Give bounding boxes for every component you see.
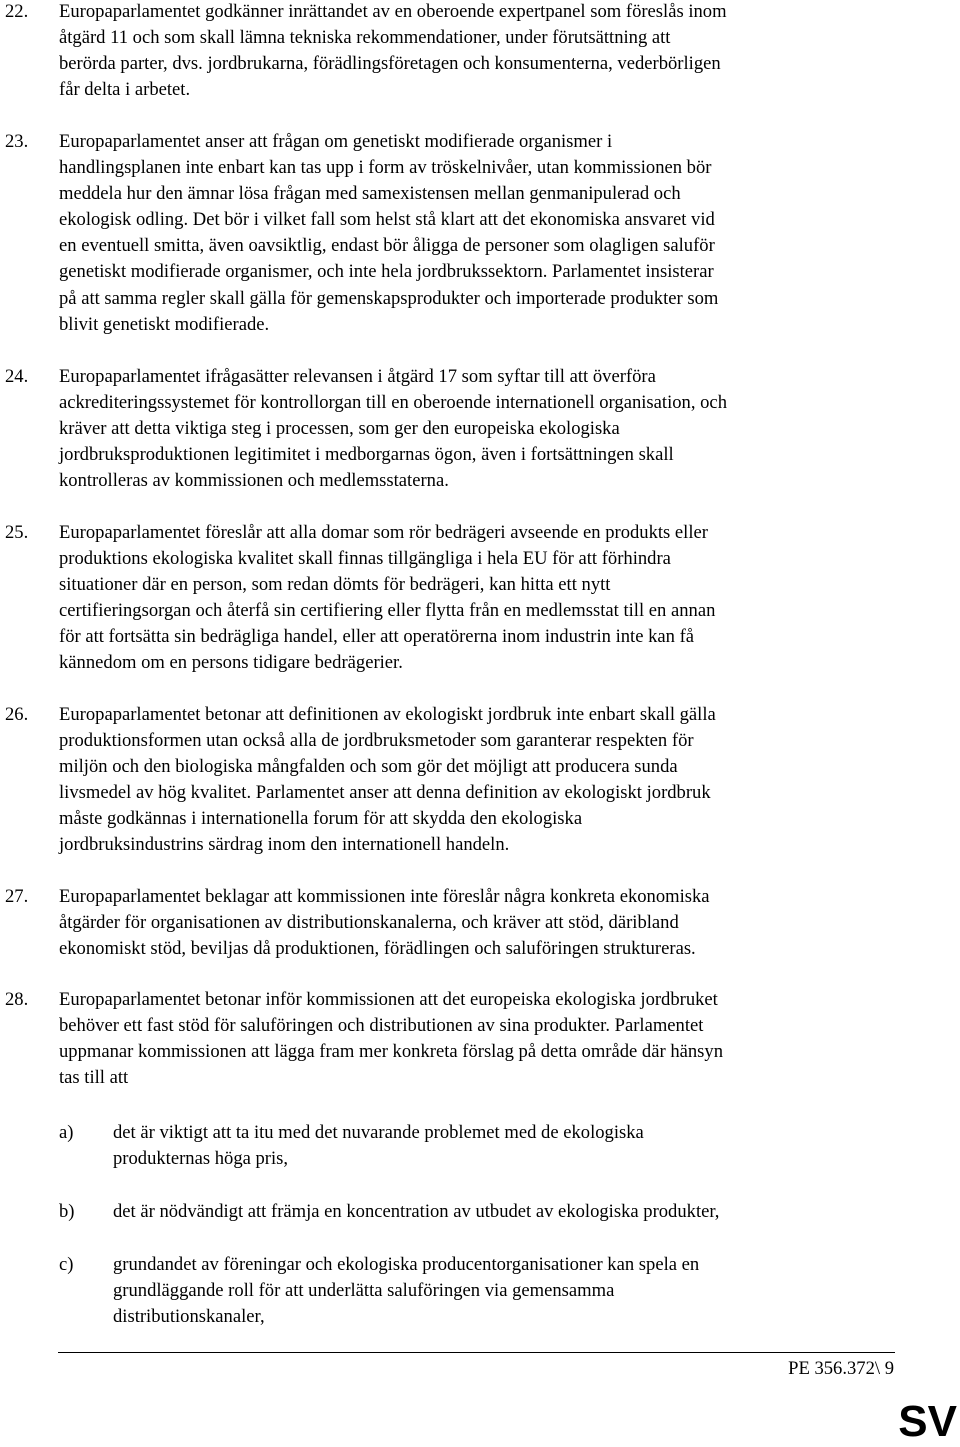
paragraph-22	[0, 0, 905, 103]
text-line: Europaparlamentet godkänner inrättandet av en oberoende expertpanel som föreslås inom	[59, 1, 727, 22]
text-line: situationer där en person, som redan dömts för bedrägeri, kan hitta ett nytt	[59, 574, 611, 596]
paragraph-number: 27.	[5, 886, 29, 907]
subitem-text	[113, 1199, 905, 1225]
text-line: det är nödvändigt att främja en koncentration av utbudet av ekologiska produkter,	[113, 1201, 720, 1222]
paragraph-text	[59, 129, 905, 338]
text-line: miljön och den biologiska mångfalden och som gör det möjligt att producera sunda	[59, 756, 678, 778]
paragraph-25	[0, 520, 905, 677]
paragraph-26	[0, 702, 905, 859]
paragraph-27	[0, 884, 905, 962]
subitem-text	[113, 1252, 905, 1330]
paragraph-number: 26.	[5, 704, 29, 725]
paragraph-text	[59, 702, 905, 859]
text-line: Europaparlamentet anser att frågan om genetiskt modifierade organismer i	[59, 131, 613, 152]
subitem-b	[0, 1199, 905, 1225]
text-line: jordbruksindustrins särdrag inom den internationell handeln.	[59, 834, 510, 856]
text-line: ackrediteringssystemet för kontrollorgan till en oberoende internationell organisation, och	[59, 392, 727, 414]
text-line: åtgärd 11 och som skall lämna tekniska rekommendationer, under förutsättning att	[59, 27, 671, 49]
subitem-letter: c)	[59, 1254, 74, 1275]
subitem-letter: b)	[59, 1201, 75, 1222]
subitem-text	[113, 1120, 905, 1172]
text-line: distributionskanaler,	[113, 1306, 265, 1328]
paragraph-text	[59, 520, 905, 677]
text-line: för att fortsätta sin bedrägliga handel, eller att operatörerna inom industrin inte kan få	[59, 626, 695, 648]
paragraph-28	[0, 987, 905, 1091]
text-line: kännedom om en persons tidigare bedrägerier.	[59, 652, 403, 674]
text-line: meddela hur den ämnar lösa frågan med samexistensen mellan genmanipulerad och	[59, 183, 681, 205]
text-line: Europaparlamentet betonar att definitionen av ekologiskt jordbruk inte enbart skall gälla	[59, 704, 716, 725]
text-line: produktionsformen utan också alla de jordbruksmetoder som garanterar respekten för	[59, 730, 694, 752]
text-line: får delta i arbetet.	[59, 79, 191, 101]
text-line: produktions ekologiska kvalitet skall finnas tillgängliga i hela EU för att förhindra	[59, 548, 671, 570]
paragraph-number: 25.	[5, 522, 29, 543]
text-line: tas till att	[59, 1067, 129, 1089]
text-line: på att samma regler skall gälla för gemenskapsprodukter och importerade produkter som	[59, 287, 719, 309]
text-line: grundandet av föreningar och ekologiska producentorganisationer kan spela en	[113, 1254, 700, 1275]
text-line: uppmanar kommissionen att lägga fram mer konkreta förslag på detta område där hänsyn	[59, 1041, 723, 1063]
text-line: grundläggande roll för att underlätta saluföringen via gemensamma	[113, 1280, 615, 1302]
paragraph-number: 22.	[5, 1, 29, 22]
text-line: kräver att detta viktiga steg i processen, som ger den europeiska ekologiska	[59, 418, 620, 440]
paragraph-text	[59, 987, 905, 1091]
text-line: jordbruksproduktionen legitimitet i medborgarnas ögon, även i fortsättningen skall	[59, 444, 674, 466]
text-line: åtgärder för organisationen av distributionskanalerna, och kräver att stöd, däribland	[59, 912, 679, 934]
text-line: livsmedel av hög kvalitet. Parlamentet anser att denna definition av ekologiskt jordbruk	[59, 782, 711, 804]
text-line: Europaparlamentet betonar inför kommissionen att det europeiska ekologiska jordbruket	[59, 989, 718, 1010]
subitem-letter: a)	[59, 1122, 74, 1143]
paragraph-text	[59, 364, 905, 494]
subitem-c	[0, 1252, 905, 1330]
subitem-a	[0, 1120, 905, 1172]
paragraph-23	[0, 129, 905, 338]
text-line: ekonomiskt stöd, beviljas då produktionen, förädlingen och saluföringen struktureras.	[59, 938, 696, 960]
paragraph-24	[0, 364, 905, 494]
text-line: ekologisk odling. Det bör i vilket fall som helst stå klart att det ekonomiska ansvaret vid	[59, 209, 715, 231]
text-line: certifieringsorgan och återfå sin certifiering eller flytta från en medlemsstat till en annan	[59, 600, 716, 622]
paragraph-number: 24.	[5, 366, 29, 387]
text-line: kontrolleras av kommissionen och medlemsstaterna.	[59, 470, 449, 492]
paragraph-number: 28.	[5, 989, 29, 1010]
text-line: det är viktigt att ta itu med det nuvarande problemet med de ekologiska	[113, 1122, 644, 1143]
text-line: handlingsplanen inte enbart kan tas upp i form av tröskelnivåer, utan kommissionen bör	[59, 157, 712, 179]
text-line: Europaparlamentet ifrågasätter relevansen i åtgärd 17 som syftar till att överföra	[59, 366, 656, 387]
text-line: en eventuell smitta, även oavsiktlig, endast bör åligga de personer som olagligen saluför	[59, 235, 715, 257]
text-line: berörda parter, dvs. jordbrukarna, förädlingsföretagen och konsumenterna, vederbörligen	[59, 53, 721, 75]
paragraph-text	[59, 0, 905, 103]
text-line: blivit genetiskt modifierade.	[59, 313, 270, 335]
text-line: behöver ett fast stöd för saluföringen och distributionen av sina produkter. Parlamentet	[59, 1015, 704, 1037]
text-line: måste godkännas i internationella forum för att skydda den ekologiska	[59, 808, 583, 830]
text-line: genetiskt modifierade organismer, och inte hela jordbrukssektorn. Parlamentet insisterar	[59, 261, 714, 283]
text-line: produkternas höga pris,	[113, 1148, 289, 1170]
text-line: Europaparlamentet föreslår att alla domar som rör bedrägeri avseende en produkts eller	[59, 522, 708, 543]
document-reference: PE 356.372\ 9	[788, 1358, 894, 1379]
paragraph-text	[59, 884, 905, 962]
paragraph-number: 23.	[5, 131, 29, 152]
footer-divider	[58, 1352, 895, 1353]
text-line: Europaparlamentet beklagar att kommissionen inte föreslår några konkreta ekonomiska	[59, 886, 710, 907]
language-code: SV	[898, 1397, 957, 1446]
